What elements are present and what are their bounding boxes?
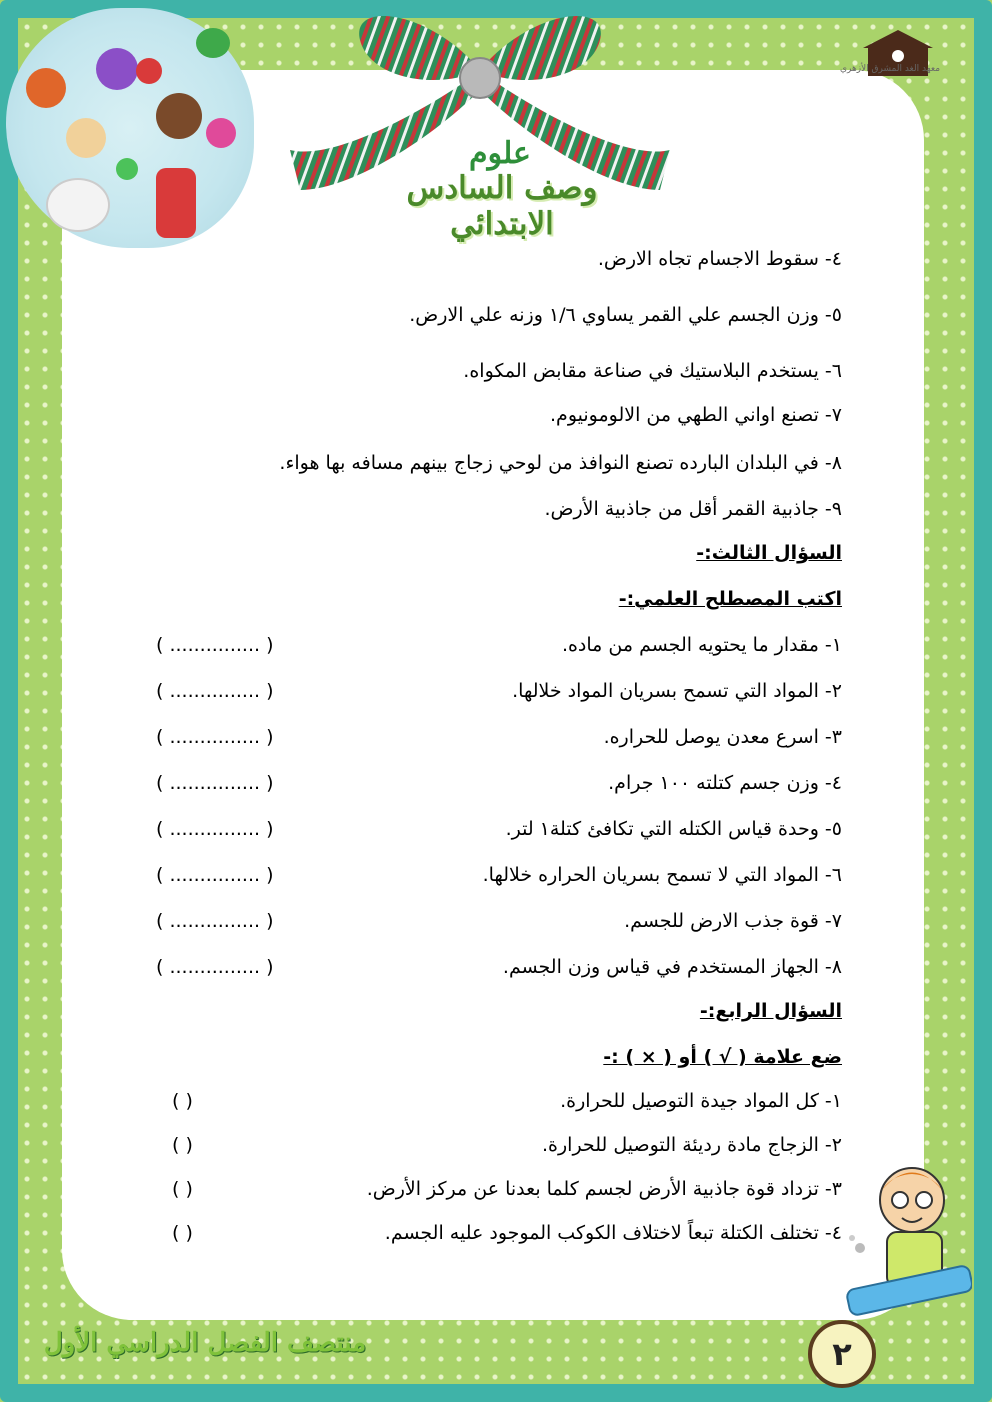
mark-blank[interactable]: ( )	[172, 1090, 193, 1112]
term-row	[150, 680, 842, 710]
term-row	[150, 634, 842, 664]
question-three-title: السؤال الثالث:-	[696, 542, 842, 564]
term-question: ٤- وزن جسم كتلته ١٠٠ جرام.	[608, 772, 842, 794]
question-three-instruction: اكتب المصطلح العلمي:-	[618, 588, 842, 610]
science-kids-illustration	[6, 8, 254, 248]
answer-blank[interactable]: ( ............... )	[156, 726, 274, 748]
statement-item: ٤- سقوط الاجسام تجاه الارض.	[597, 248, 842, 270]
true-false-row	[150, 1178, 842, 1208]
answer-blank[interactable]: ( ............... )	[156, 956, 274, 978]
statement-item: ٧- تصنع اواني الطهي من الالومونيوم.	[550, 404, 842, 426]
true-false-row	[150, 1222, 842, 1252]
term-question: ٦- المواد التي لا تسمح بسريان الحراره خلالها.	[482, 864, 842, 886]
term-row	[150, 910, 842, 940]
mark-blank[interactable]: ( )	[172, 1222, 193, 1244]
term-row	[150, 726, 842, 756]
term-question: ٥- وحدة قياس الكتله التي تكافئ كتلة١ لتر.	[505, 818, 842, 840]
true-false-row	[150, 1090, 842, 1120]
answer-blank[interactable]: ( ............... )	[156, 634, 274, 656]
term-footer: منتصف الفصل الدراسي الأول	[43, 1328, 367, 1358]
term-question: ٣- اسرع معدن يوصل للحراره.	[603, 726, 842, 748]
answer-blank[interactable]: ( ............... )	[156, 818, 274, 840]
term-row	[150, 956, 842, 986]
term-row	[150, 818, 842, 848]
statement: ١- كل المواد جيدة التوصيل للحرارة.	[560, 1090, 842, 1112]
institute-logo-icon	[848, 26, 948, 86]
statement-item: ٩- جاذبية القمر أقل من جاذبية الأرض.	[544, 498, 842, 520]
term-question: ٨- الجهاز المستخدم في قياس وزن الجسم.	[502, 956, 842, 978]
statement: ٣- تزداد قوة جاذبية الأرض لجسم كلما بعدنا عن مركز الأرض.	[366, 1178, 842, 1200]
statement: ٤- تختلف الكتلة تبعاً لاختلاف الكوكب الموجود عليه الجسم.	[384, 1222, 842, 1244]
term-question: ٧- قوة جذب الارض للجسم.	[624, 910, 842, 932]
answer-blank[interactable]: ( ............... )	[156, 910, 274, 932]
term-row	[150, 864, 842, 894]
subject-title: علوم	[469, 136, 531, 171]
statement: ٢- الزجاج مادة رديئة التوصيل للحرارة.	[542, 1134, 842, 1156]
scientist-kid-illustration	[842, 1160, 972, 1320]
logo-caption: معهد الغد المشرق الأزهري	[839, 64, 941, 74]
question-four-title: السؤال الرابع:-	[699, 1000, 842, 1022]
grade-title: وصف السادس الابتدائي	[406, 170, 598, 242]
answer-blank[interactable]: ( ............... )	[156, 772, 274, 794]
term-question: ١- مقدار ما يحتويه الجسم من ماده.	[561, 634, 842, 656]
question-four-instruction: ضع علامة ( √ ) أو ( × ) :-	[603, 1046, 842, 1068]
mark-blank[interactable]: ( )	[172, 1134, 193, 1156]
mark-blank[interactable]: ( )	[172, 1178, 193, 1200]
statement-item: ٦- يستخدم البلاستيك في صناعة مقابض المكواه.	[463, 360, 842, 382]
term-row	[150, 772, 842, 802]
answer-blank[interactable]: ( ............... )	[156, 864, 274, 886]
statement-item: ٥- وزن الجسم علي القمر يساوي ١/٦ وزنه علي الارض.	[409, 304, 842, 326]
statement-item: ٨- في البلدان البارده تصنع النوافذ من لوحي زجاج بينهم مسافه بها هواء.	[279, 452, 842, 474]
page-number: ٢	[808, 1320, 876, 1388]
answer-blank[interactable]: ( ............... )	[156, 680, 274, 702]
true-false-row	[150, 1134, 842, 1164]
term-question: ٢- المواد التي تسمح بسريان المواد خلالها.	[512, 680, 842, 702]
